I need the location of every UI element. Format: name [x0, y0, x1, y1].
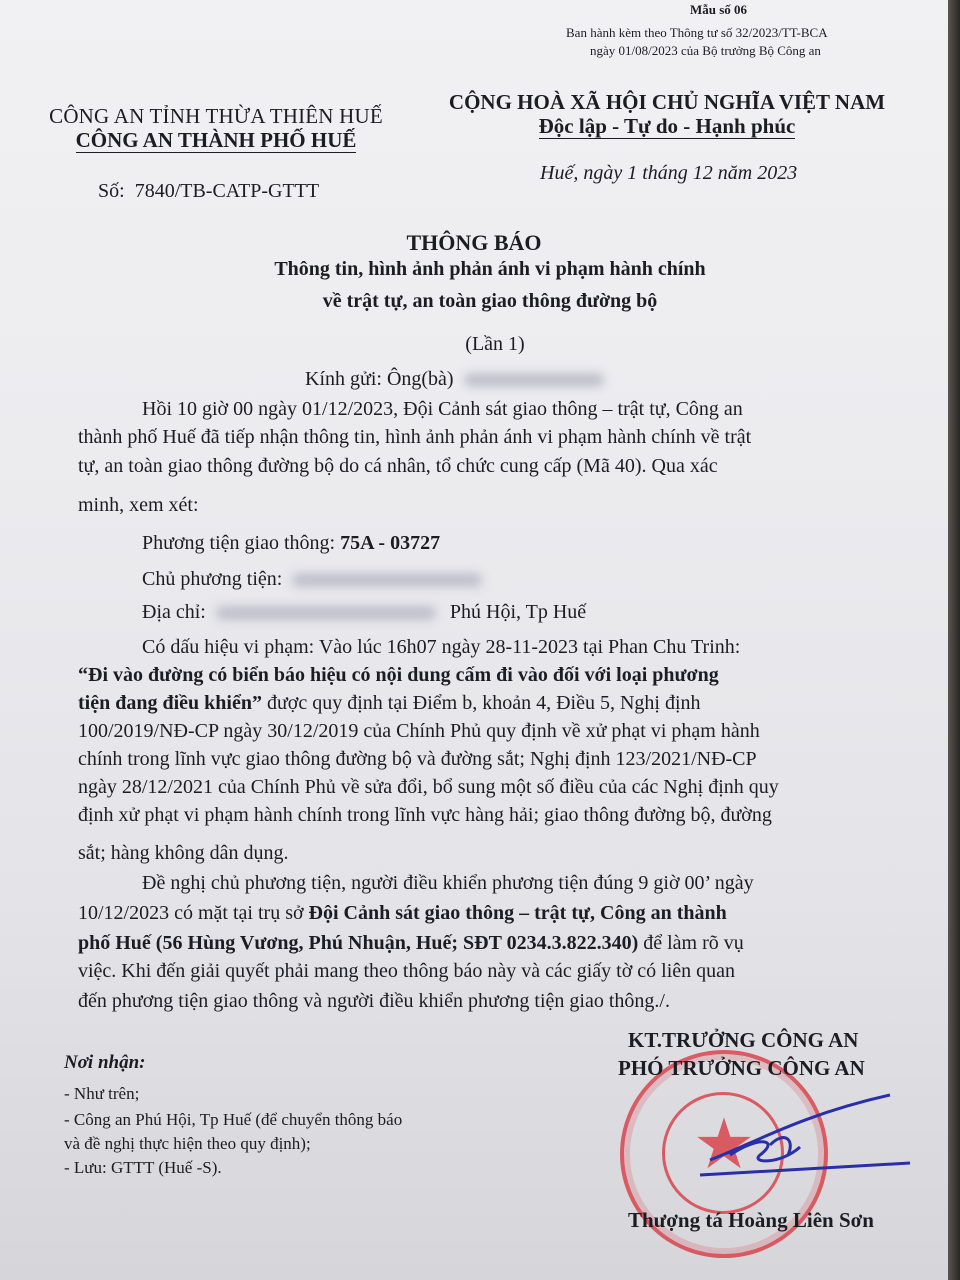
- stamp-star-icon: ★: [692, 1107, 756, 1184]
- recipient-item: - Công an Phú Hội, Tp Huế (để chuyển thông báo: [64, 1110, 403, 1129]
- violation-intro: Có dấu hiệu vi phạm: Vào lúc 16h07 ngày 28-11-2023 tại Phan Chu Trinh:: [142, 636, 741, 658]
- vehicle-line: Phương tiện giao thông: 75A - 03727: [142, 532, 441, 554]
- request-line: 10/12/2023 có mặt tại trụ sở Đội Cảnh sát giao thông – trật tự, Công an thành: [78, 902, 727, 924]
- redacted-address: [216, 606, 436, 620]
- body-p1-line: minh, xem xét:: [78, 494, 199, 516]
- document-title: THÔNG BÁO: [406, 230, 542, 255]
- legal-basis-line: sắt; hàng không dân dụng.: [78, 842, 289, 864]
- handwritten-signature: [690, 1075, 930, 1195]
- national-motto: Độc lập - Tự do - Hạnh phúc: [538, 114, 796, 138]
- form-issued-date: ngày 01/08/2023 của Bộ trưởng Bộ Công an: [590, 43, 821, 58]
- document-subtitle-1: Thông tin, hình ảnh phản ánh vi phạm hành chính: [274, 258, 706, 280]
- agency-parent: CÔNG AN TỈNH THỪA THIÊN HUẾ: [49, 104, 383, 128]
- recipient-item: và đề nghị thực hiện theo quy định);: [64, 1134, 311, 1153]
- violation-description-cont: tiện đang điều khiển” được quy định tại Điểm b, khoản 4, Điều 5, Nghị định: [78, 692, 701, 714]
- body-p1-line: tự, an toàn giao thông đường bộ do cá nhân, tổ chức cung cấp (Mã 40). Qua xác: [78, 455, 718, 477]
- signer-name: Thượng tá Hoàng Liên Sơn: [628, 1208, 874, 1232]
- redacted-name: [464, 373, 604, 387]
- country-name: CỘNG HOÀ XÃ HỘI CHỦ NGHĨA VIỆT NAM: [448, 90, 886, 114]
- request-line: phố Huế (56 Hùng Vương, Phú Nhuận, Huế; SĐT 0234.3.822.340) để làm rõ vụ: [78, 932, 744, 954]
- signature-title-1: KT.TRƯỞNG CÔNG AN: [628, 1028, 859, 1052]
- recipient-item: - Lưu: GTTT (Huế -S).: [64, 1158, 222, 1177]
- redacted-owner: [292, 573, 482, 587]
- legal-basis-line: 100/2019/NĐ-CP ngày 30/12/2019 của Chính Phủ quy định về xử phạt vi phạm hành: [78, 720, 760, 742]
- request-line: việc. Khi đến giải quyết phải mang theo thông báo này và các giấy tờ có liên quan: [78, 960, 736, 982]
- body-p1-line: Hồi 10 giờ 00 ngày 01/12/2023, Đội Cảnh sát giao thông – trật tự, Công an: [142, 398, 743, 420]
- request-line: Đề nghị chủ phương tiện, người điều khiển phương tiện đúng 9 giờ 00’ ngày: [142, 872, 754, 894]
- form-issued-with: Ban hành kèm theo Thông tư số 32/2023/TT-BCA: [566, 25, 828, 40]
- violation-description: “Đi vào đường có biển báo hiệu có nội dung cấm đi vào đối với loại phương: [78, 664, 719, 686]
- recipient-line: Kính gửi: Ông(bà): [305, 368, 604, 391]
- address-line: Địa chỉ: Phú Hội, Tp Huế: [142, 601, 587, 623]
- form-number: Mẫu số 06: [690, 2, 748, 17]
- reference-number: Số: 7840/TB-CATP-GTTT: [98, 180, 320, 202]
- owner-line: Chủ phương tiện:: [142, 568, 482, 591]
- notice-round: (Lần 1): [465, 333, 525, 355]
- recipient-item: - Như trên;: [64, 1084, 140, 1103]
- legal-basis-line: định xử phạt vi phạm hành chính trong lĩnh vực hàng hải; giao thông đường bộ, đường: [78, 804, 772, 826]
- legal-basis-line: ngày 28/12/2021 của Chính Phủ về sửa đổi, bổ sung một số điều của các Nghị định quy: [78, 776, 779, 798]
- request-line: đến phương tiện giao thông và người điều khiển phương tiện giao thông./.: [78, 990, 670, 1012]
- agency-name: CÔNG AN THÀNH PHỐ HUẾ: [75, 128, 357, 152]
- signature-title-2: PHÓ TRƯỞNG CÔNG AN: [618, 1056, 865, 1080]
- place-date: Huế, ngày 1 tháng 12 năm 2023: [540, 162, 798, 184]
- page-edge-shadow: [948, 0, 960, 1280]
- body-p1-line: thành phố Huế đã tiếp nhận thông tin, hình ảnh phản ánh vi phạm hành chính về trật: [78, 426, 752, 448]
- document-subtitle-2: về trật tự, an toàn giao thông đường bộ: [322, 290, 658, 312]
- legal-basis-line: chính trong lĩnh vực giao thông đường bộ và đường sắt; Nghị định 123/2021/NĐ-CP: [78, 748, 757, 770]
- recipients-title: Nơi nhận:: [64, 1052, 146, 1073]
